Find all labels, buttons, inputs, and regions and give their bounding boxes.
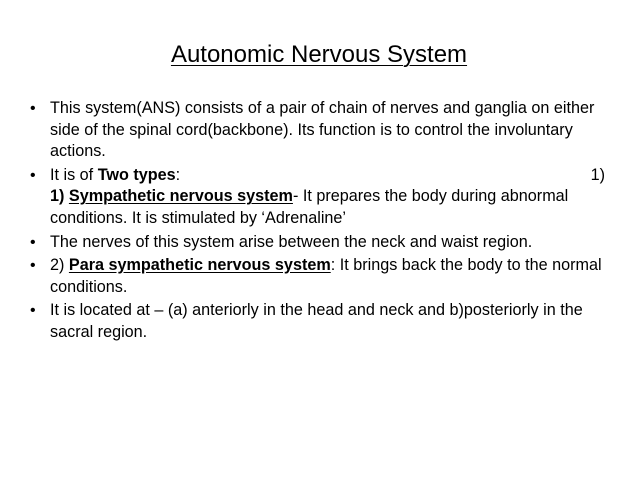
bullet-item-types: [30, 165, 605, 230]
sympathetic-description: - It prepares the body during abnormal conditions. It is stimulated by ‘Adrenaline’: [50, 187, 569, 227]
bullet-icon: •: [30, 257, 36, 275]
types-right-marker: 1): [590, 165, 605, 184]
bullet-text: This system(ANS) consists of a pair of chain of nerves and ganglia on either side of the spinal cord(backbone). Its function is to control the involuntary actions.: [50, 99, 595, 161]
sympathetic-line: [50, 186, 605, 229]
bullet-item-parasympathetic: [30, 255, 605, 298]
types-colon: :: [175, 165, 181, 184]
parasympathetic-description: : It brings back the body to the normal conditions.: [50, 256, 602, 296]
bullet-item-ans-definition: [30, 98, 605, 163]
types-heading: [50, 165, 180, 187]
parasympathetic-term: Para sympathetic nervous system: [68, 256, 331, 275]
bullet-text: It is located at – (a) anteriorly in the head and neck and b)posteriorly in the sacral region.: [50, 301, 583, 341]
bullet-icon: •: [30, 302, 36, 320]
types-bold: Two types: [97, 165, 176, 184]
bullet-icon: •: [30, 166, 36, 184]
bullet-icon: •: [30, 100, 36, 117]
sympathetic-term: Sympathetic nervous system: [68, 187, 293, 206]
types-prefix: It is of: [50, 165, 98, 184]
slide-title-text: Autonomic Nervous System: [170, 41, 468, 68]
slide-title: [0, 40, 638, 70]
bullet-icon: •: [30, 233, 36, 251]
bullet-item-location: [30, 300, 605, 343]
parasympathetic-number: 2): [50, 256, 69, 275]
types-heading-row: [50, 165, 605, 187]
bullet-list: [30, 98, 605, 346]
bullet-text: The nerves of this system arise between the neck and waist region.: [50, 232, 533, 251]
sympathetic-number: 1): [50, 187, 69, 206]
bullet-item-nerves-origin: [30, 232, 605, 254]
